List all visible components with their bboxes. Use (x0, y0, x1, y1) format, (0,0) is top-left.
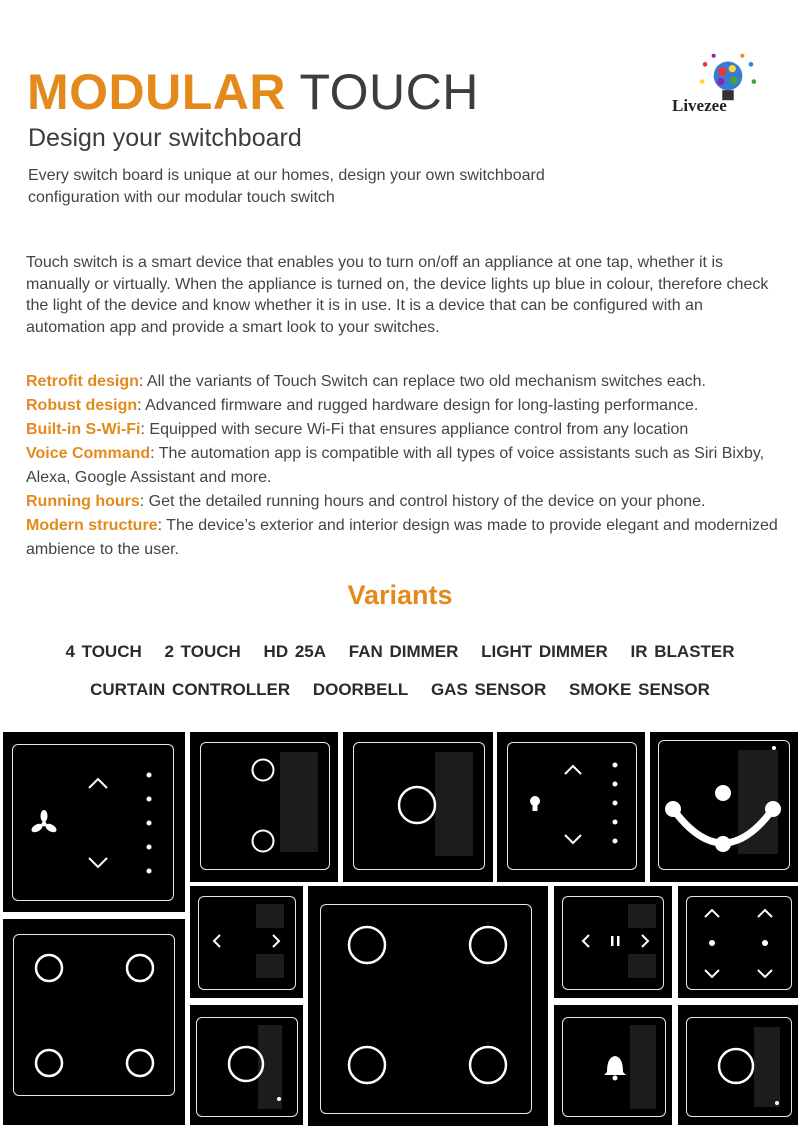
fan-icon (3, 732, 185, 912)
brand-name: Livezee (672, 96, 727, 115)
large-four-touch-panel (308, 886, 548, 1126)
variant-label: IR BLASTER (630, 642, 735, 661)
title-light: TOUCH (299, 64, 479, 120)
two-touch-panel (190, 732, 338, 882)
feature-item: Built-in S-Wi-Fi: Equipped with secure Wi-Fi that ensures appliance control from any location (26, 421, 689, 438)
variant-label: LIGHT DIMMER (481, 642, 608, 661)
bulb-icon (497, 732, 645, 882)
feature-item: Running hours: Get the detailed running hours and control history of the device on your phone. (26, 493, 706, 510)
variants-row-1 (0, 642, 800, 662)
bell-icon (554, 1005, 672, 1125)
feature-list (26, 370, 796, 562)
variant-label: GAS SENSOR (430, 680, 547, 699)
variants-row-2 (0, 680, 800, 700)
single-touch-panel (190, 1005, 303, 1125)
feature-item: Retrofit design: All the variants of Touch Switch can replace two old mechanism switches each. (26, 373, 706, 390)
feature-item: Modern structure: The device’s exterior and interior design was made to provide elegant and modernized ambience to the user. (26, 517, 778, 558)
doorbell-panel (554, 1005, 672, 1125)
feature-item: Robust design: Advanced firmware and rugged hardware design for long-lasting performance. (26, 397, 699, 414)
hd-25a-panel (343, 732, 493, 882)
fan-dimmer-panel (3, 732, 185, 912)
variant-label: HD 25A (263, 642, 327, 661)
light-dimmer-panel (497, 732, 645, 882)
title-bold: MODULAR (27, 64, 287, 120)
intro-text: Every switch board is unique at our homes, design your own switchboard configuration with our modular touch switch (28, 167, 545, 206)
variant-label: DOORBELL (312, 680, 409, 699)
variant-label: 4 TOUCH (65, 642, 142, 661)
variant-label: 2 TOUCH (164, 642, 241, 661)
four-touch-panel (3, 919, 185, 1125)
ir-blaster-panel (650, 732, 798, 882)
variant-label: CURTAIN CONTROLLER (90, 680, 291, 699)
page-subtitle: Design your switchboard (28, 124, 302, 152)
dual-dimmer-panel (678, 886, 798, 998)
description-paragraph: Touch switch is a smart device that enables you to turn on/off an appliance at one tap, whether it is manually or virtually. When the appliance is turned on, the device lights up blue in colour, therefore check the light of the device and know whether it is in use. It is a device that can be configured with an automation app and provide a smart look to your switches. (26, 254, 769, 336)
feature-item: Voice Command: The automation app is compatible with all types of voice assistants such as Siri Bixby, Alexa, Google Assistant and more. (26, 445, 765, 486)
single-touch-panel-2 (678, 1005, 798, 1125)
variant-label: FAN DIMMER (348, 642, 459, 661)
page-title (27, 64, 479, 120)
curtain-pause-panel (554, 886, 672, 998)
curtain-controller-panel (190, 886, 303, 998)
variants-heading: Variants (347, 580, 453, 610)
variant-label: SMOKE SENSOR (569, 680, 710, 699)
